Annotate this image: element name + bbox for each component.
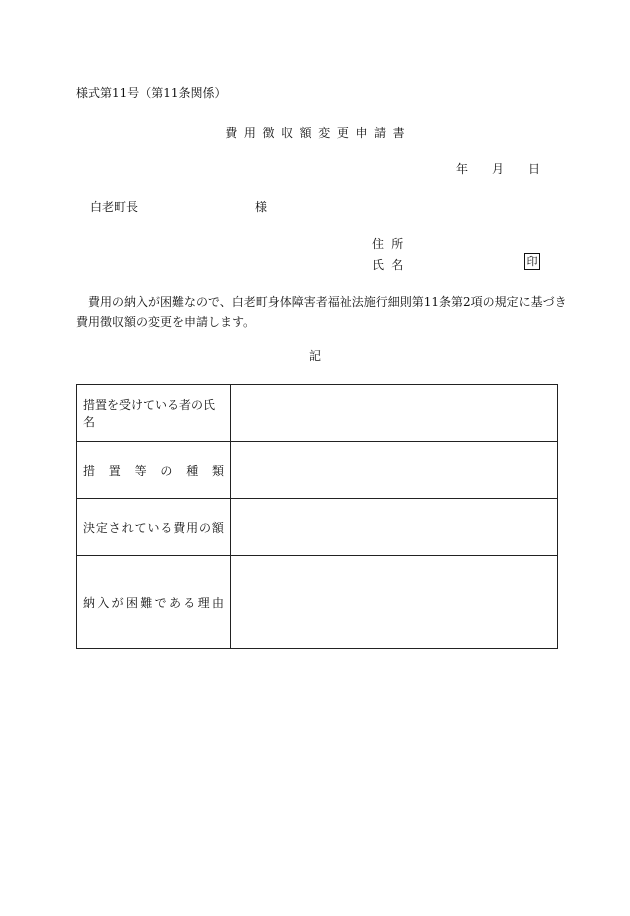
honorific: 様 — [255, 200, 268, 214]
row-value-field[interactable] — [231, 556, 558, 649]
row-value-field[interactable] — [231, 499, 558, 556]
row-value-field[interactable] — [231, 385, 558, 442]
applicant-name-label: 氏名 — [372, 258, 411, 272]
applicant-address-label: 住所 — [372, 237, 411, 251]
table-row — [77, 385, 558, 442]
document-title: 費用徴収額変更申請書 — [225, 126, 412, 140]
row-value-field[interactable] — [231, 442, 558, 499]
application-statement — [76, 292, 567, 332]
form-number: 様式第11号（第11条関係） — [76, 86, 227, 100]
detail-table — [76, 384, 558, 649]
table-row — [77, 499, 558, 556]
statement-line-1: 費用の納入が困難なので、白老町身体障害者福祉法施行細則第11条第2項の規定に基づき — [88, 295, 567, 309]
date-day-label: 日 — [528, 162, 541, 176]
row-label: 措置を受けている者の氏名 — [77, 385, 231, 442]
date-year-label: 年 — [456, 162, 469, 176]
table-row — [77, 556, 558, 649]
row-label: 納 入 が 困 難 で あ る 理 由 — [77, 556, 231, 649]
row-label: 措 置 等 の 種 類 — [77, 442, 231, 499]
row-label: 決 定 さ れ て い る 費 用 の 額 — [77, 499, 231, 556]
statement-line-2: 費用徴収額の変更を申請します。 — [76, 315, 256, 329]
ki-heading: 記 — [308, 349, 321, 363]
addressee: 白老町長 — [90, 200, 139, 214]
table-row — [77, 442, 558, 499]
seal-mark: 印 — [524, 253, 540, 270]
date-month-label: 月 — [492, 162, 505, 176]
